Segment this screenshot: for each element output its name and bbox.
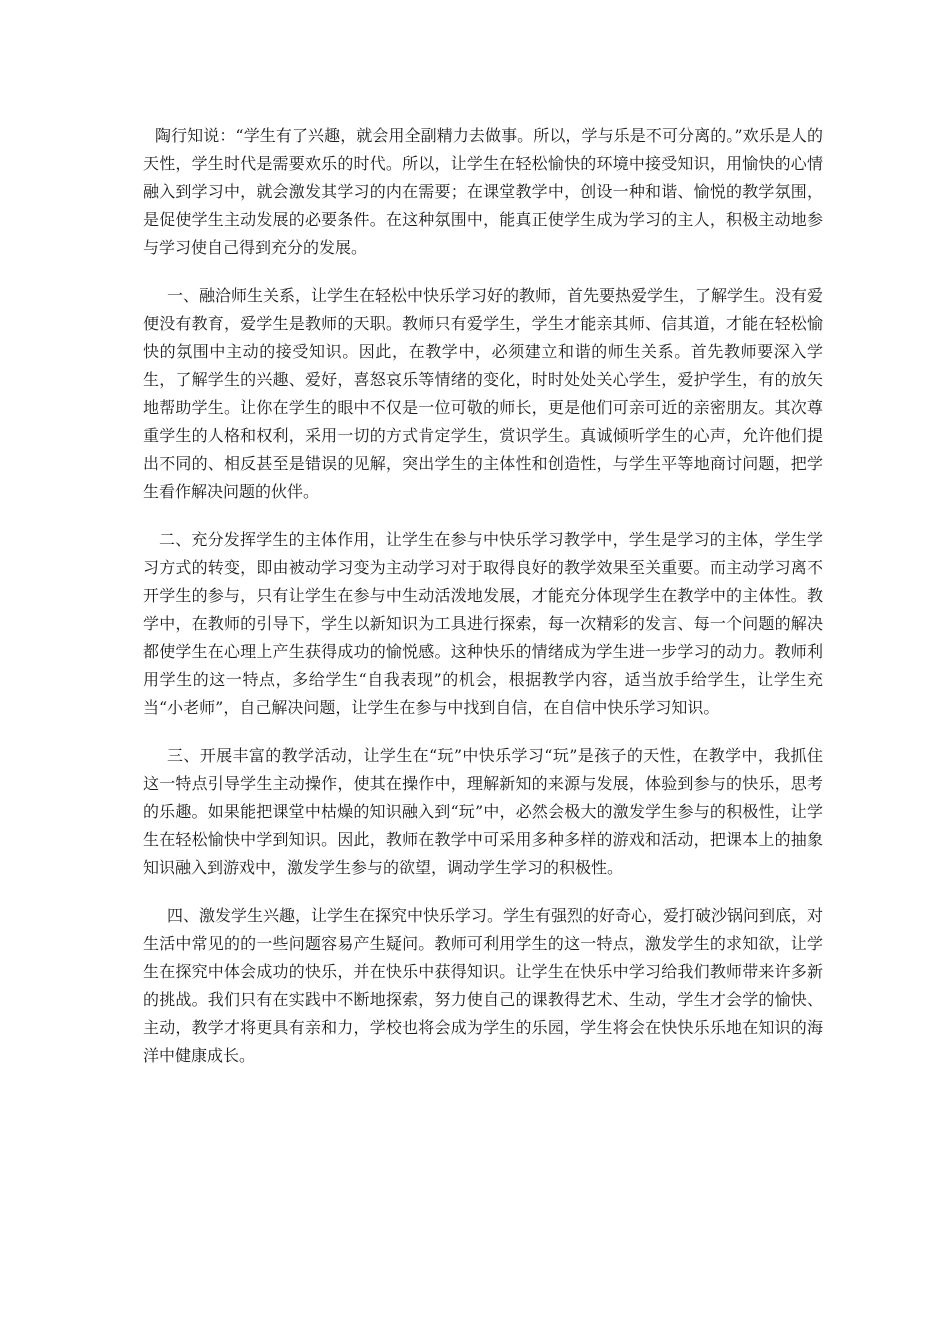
- paragraph-section-3: 三、开展丰富的教学活动，让学生在“玩”中快乐学习“玩”是孩子的天性，在教学中，我抓住这一特点引导学生主动操作，使其在操作中，理解新知的来源与发展，体验到参与的快乐，思考的乐趣。如果能把课堂中枯燥的知识融入到“玩”中，必然会极大的激发学生参与的积极性，让学生在轻松愉快中学到知识。因此，教师在教学中可采用多种多样的游戏和活动，把课本上的抽象知识融入到游戏中，激发学生参与的欲望，调动学生学习的积极性。: [143, 746, 823, 877]
- paragraph-section-1: 一、融洽师生关系，让学生在轻松中快乐学习好的教师，首先要热爱学生，了解学生。没有爱便没有教育，爱学生是教师的天职。教师只有爱学生，学生才能亲其师、信其道，才能在轻松愉快的氛围中主动的接受知识。因此，在教学中，必须建立和谐的师生关系。首先教师要深入学生，了解学生的兴趣、爱好，喜怒哀乐等情绪的变化，时时处处关心学生，爱护学生，有的放矢地帮助学生。让你在学生的眼中不仅是一位可敬的师长，更是他们可亲可近的亲密朋友。其次尊重学生的人格和权利，采用一切的方式肯定学生，赏识学生。真诚倾听学生的心声，允许他们提出不同的、相反甚至是错误的见解，突出学生的主体性和创造性，与学生平等地商讨问题，把学生看作解决问题的伙伴。: [143, 286, 824, 501]
- paragraph-intro: 陶行知说：“学生有了兴趣，就会用全副精力去做事。所以，学与乐是不可分离的。”欢乐是人的天性，学生时代是需要欢乐的时代。所以，让学生在轻松愉快的环境中接受知识，用愉快的心情融入到学习中，就会激发其学习的内在需要；在课堂教学中，创设一种和谐、愉悦的教学氛围，是促使学生主动发展的必要条件。在这种氛围中，能真正使学生成为学习的主人，积极主动地参与学习使自己得到充分的发展。: [143, 126, 823, 257]
- paragraph-section-2: 二、充分发挥学生的主体作用，让学生在参与中快乐学习教学中，学生是学习的主体，学生学习方式的转变，即由被动学习变为主动学习对于取得良好的教学效果至关重要。而主动学习离不开学生的参与，只有让学生在参与中生动活泼地发展，才能充分体现学生在教学中的主体性。教学中，在教师的引导下，学生以新知识为工具进行探索，每一次精彩的发言、每一个问题的解决都使学生在心理上产生获得成功的愉悦感。这种快乐的情绪成为学生进一步学习的动力。教师利用学生的这一特点，多给学生“自我表现”的机会，根据教学内容，适当放手给学生，让学生充当“小老师”，自己解决问题，让学生在参与中找到自信，在自信中快乐学习知识。: [143, 530, 823, 717]
- paragraph-section-4: 四、激发学生兴趣，让学生在探究中快乐学习。学生有强烈的好奇心，爱打破沙锅问到底，对生活中常见的的一些问题容易产生疑问。教师可利用学生的这一特点，激发学生的求知欲，让学生在探究中体会成功的快乐，并在快乐中获得知识。让学生在快乐中学习给我们教师带来许多新的挑战。我们只有在实践中不断地探索，努力使自己的课教得艺术、生动，学生才会学的愉快、主动，教学才将更具有亲和力，学校也将会成为学生的乐园，学生将会在快快乐乐地在知识的海洋中健康成长。: [143, 906, 824, 1065]
- document-body: [143, 122, 823, 1090]
